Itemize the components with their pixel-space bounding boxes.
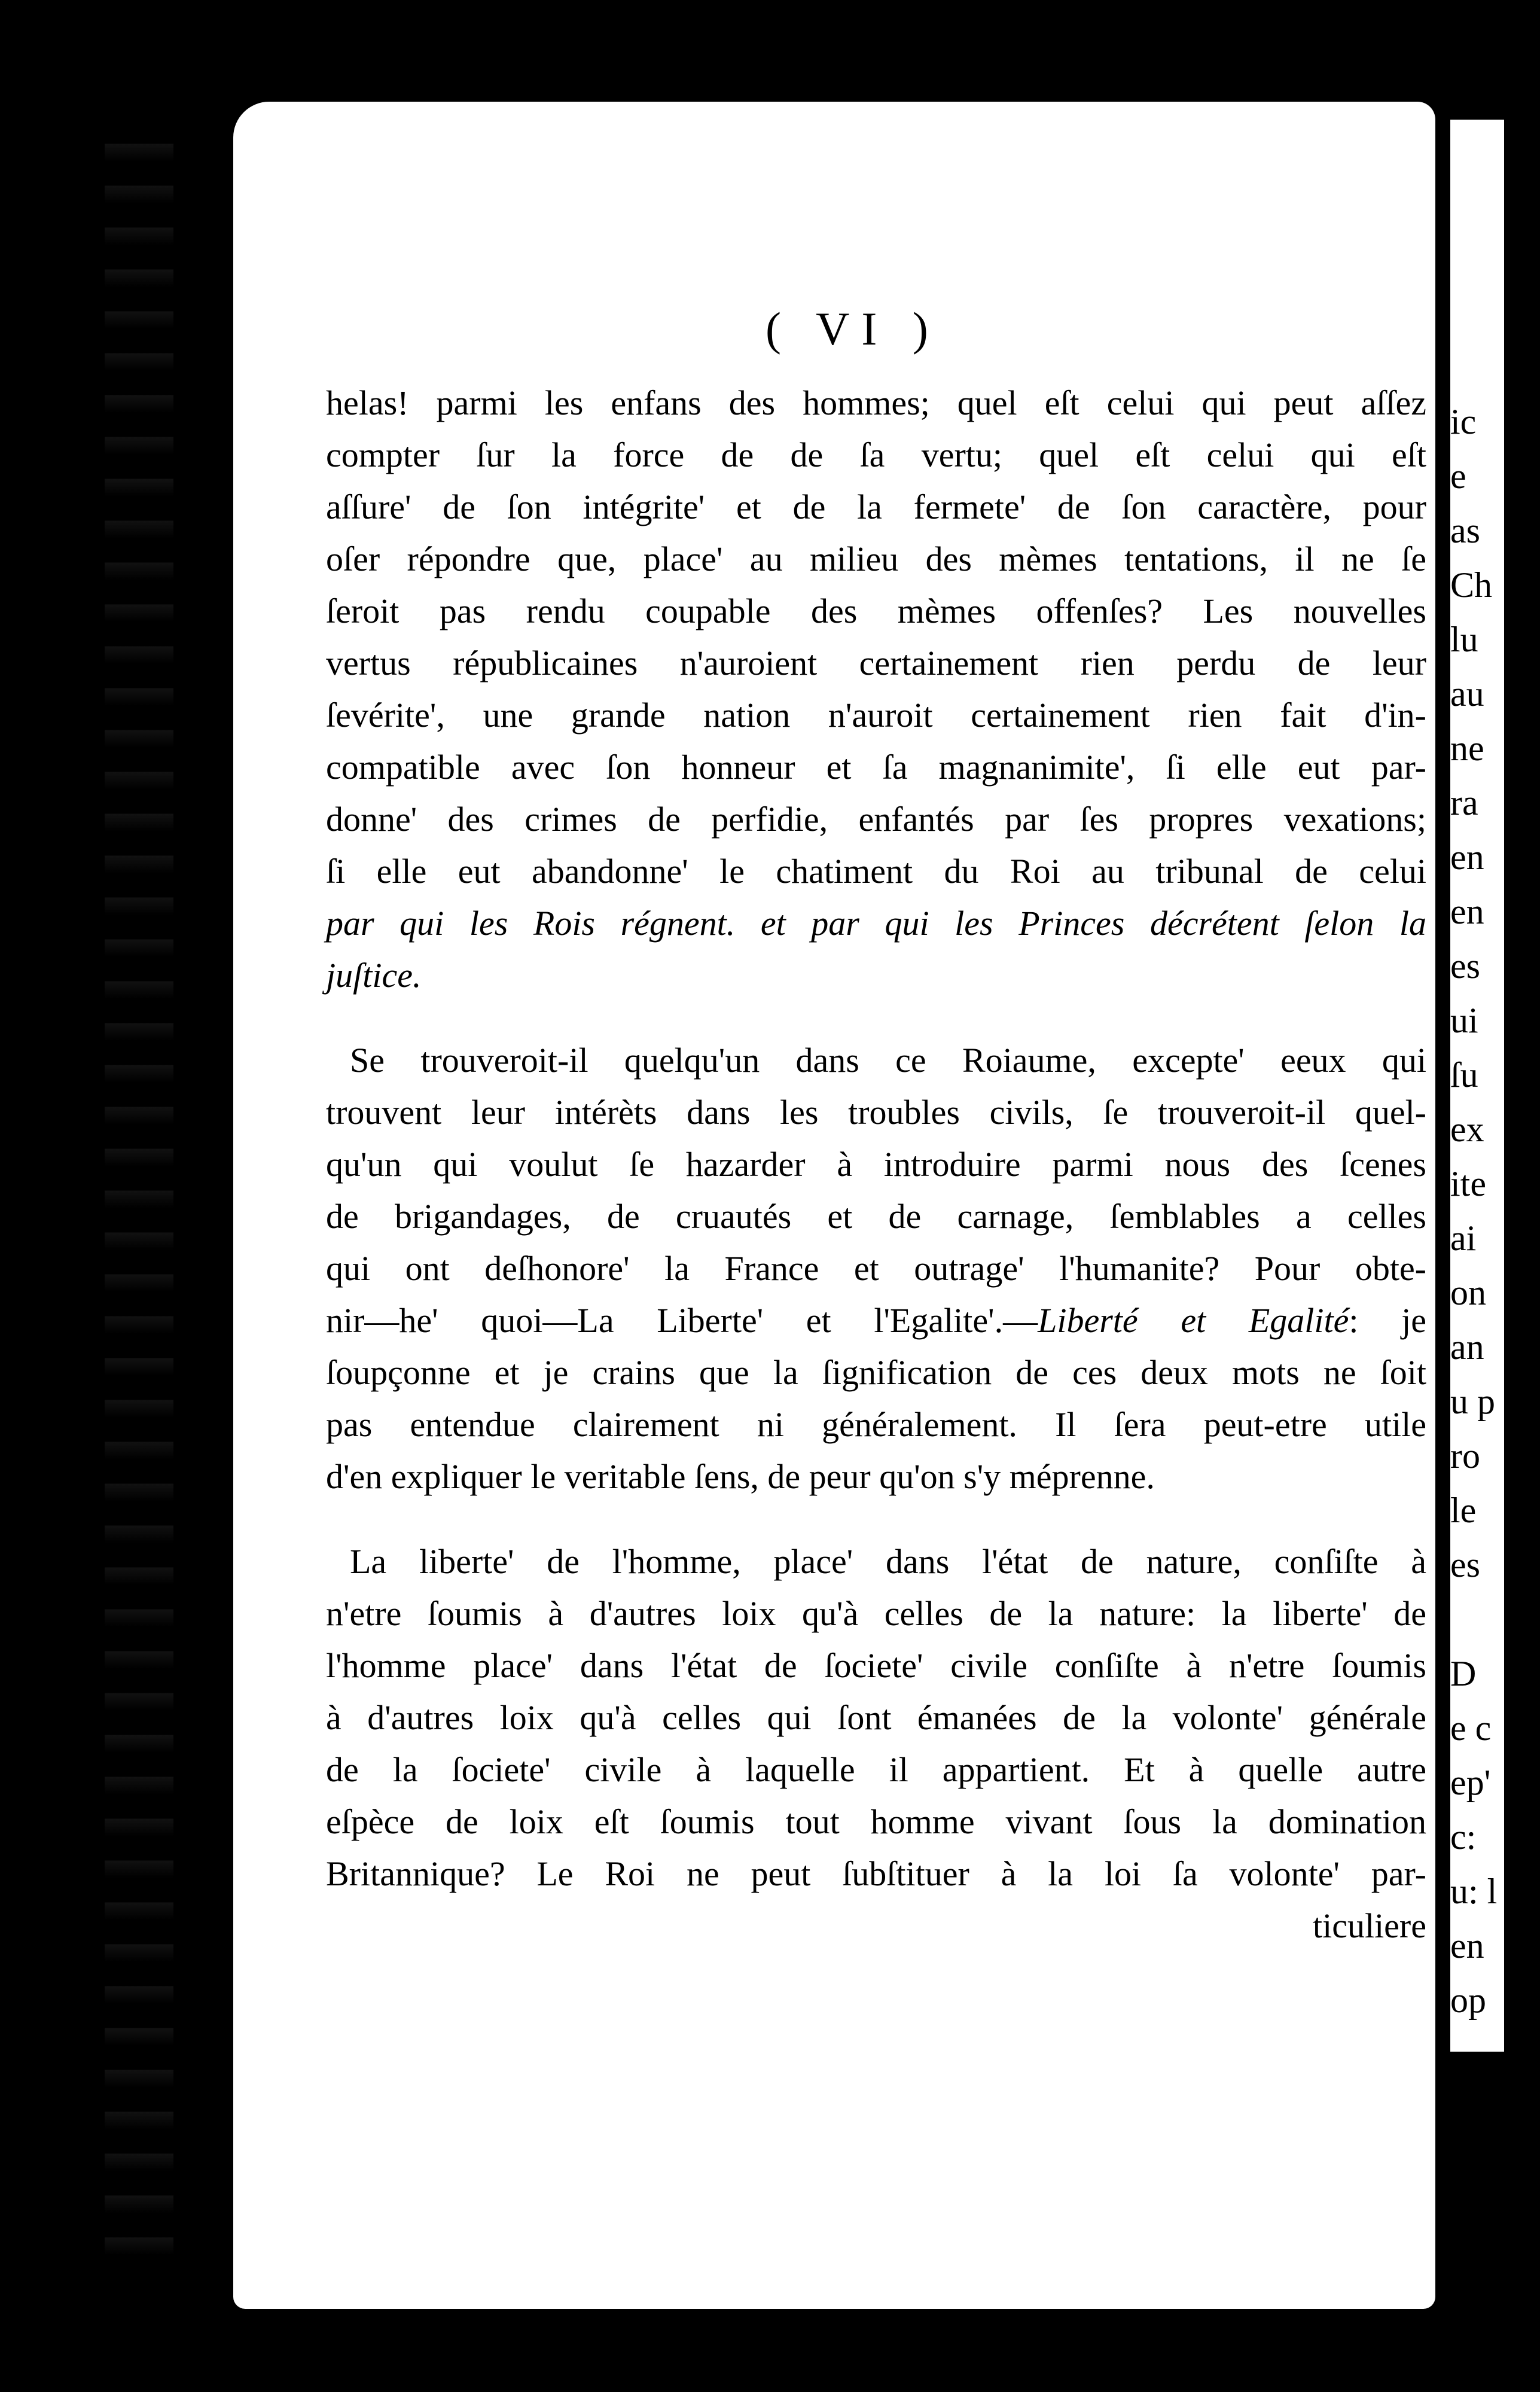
text-line: d'en expliquer le veritable ſens, de peur qu'on s'y méprenne. — [326, 1457, 1155, 1496]
facing-page-fragment: ic — [1450, 402, 1477, 441]
facing-page-fragment: ui — [1450, 1001, 1478, 1040]
facing-page-fragment — [1450, 1592, 1504, 1647]
facing-page-fragment: ex — [1450, 1110, 1484, 1149]
italic-quote: par qui les Rois régnent. et par qui les Princes décrétent ſelon la — [326, 904, 1426, 943]
italic-segment: Liberté et Egalité — [1038, 1301, 1349, 1340]
text-line: Britannique? Le Roi ne peut ſubſtituer à la loi ſa volonte' par- — [326, 1854, 1426, 1893]
text-line: l'homme place' dans l'état de ſociete' civile conſiſte à n'etre ſoumis — [326, 1646, 1426, 1685]
italic-text-line — [326, 949, 1426, 1001]
page-number: ( VI ) — [766, 303, 940, 355]
facing-page-fragment: on — [1450, 1273, 1486, 1312]
text-line: compter ſur la force de de ſa vertu; quel eſt celui qui eſt — [326, 435, 1426, 474]
text-line: de la ſociete' civile à laquelle il appartient. Et à quelle autre — [326, 1750, 1426, 1789]
facing-page-fragment: ro — [1450, 1436, 1480, 1476]
facing-page-fragment: ſu — [1450, 1055, 1478, 1095]
text-line: trouvent leur intérèts dans les troubles civils, ſe trouveroit-il quel- — [326, 1093, 1426, 1132]
facing-page-fragment: en — [1450, 1926, 1484, 1966]
text-line: oſer répondre que, place' au milieu des mèmes tentations, il ne ſe — [326, 540, 1426, 578]
text-line: n'etre ſoumis à d'autres loix qu'à celles de la nature: la liberte' de — [326, 1594, 1426, 1633]
facing-page-fragment: ite — [1450, 1164, 1486, 1203]
facing-page-fragment: Ch — [1450, 565, 1493, 605]
facing-page-fragment: ai — [1450, 1218, 1477, 1258]
text-line: à d'autres loix qu'à celles qui ſont émanées de la volonte' générale — [326, 1698, 1426, 1737]
facing-page-fragment: an — [1450, 1327, 1484, 1367]
facing-page-fragments — [1450, 395, 1504, 2028]
facing-page-fragment: ep' — [1450, 1763, 1491, 1802]
facing-page-fragment: au — [1450, 674, 1484, 714]
italic-text-line — [326, 897, 1426, 949]
facing-page-fragment: es — [1450, 1545, 1480, 1584]
text-line: qu'un qui voulut ſe hazarder à introduire parmi nous des ſcenes — [326, 1145, 1426, 1184]
mixed-text-line — [326, 1294, 1426, 1346]
facing-page-fragment: D — [1450, 1654, 1477, 1693]
facing-page-fragment: es — [1450, 946, 1480, 986]
facing-page-fragment: en — [1450, 892, 1484, 931]
facing-page-fragment: en — [1450, 837, 1484, 877]
facing-page-fragment: c: — [1450, 1817, 1477, 1857]
paragraph-2 — [326, 1034, 1426, 1503]
text-line: compatible avec ſon honneur et ſa magnanimite', ſi elle eut par- — [326, 748, 1426, 787]
facing-page-fragment: op — [1450, 1980, 1486, 2020]
facing-page-fragment: as — [1450, 511, 1480, 550]
text-segment: : je — [1349, 1301, 1426, 1340]
paragraph-3 — [326, 1535, 1426, 1952]
facing-page-fragment: e — [1450, 456, 1466, 496]
facing-page-fragment: u p — [1450, 1382, 1495, 1421]
text-line: pas entendue clairement ni généralement. Il ſera peut-etre utile — [326, 1405, 1426, 1444]
facing-page-fragment: u: l — [1450, 1872, 1498, 1911]
paragraph-1 — [326, 377, 1426, 1001]
text-line: vertus républicaines n'auroient certainement rien perdu de leur — [326, 644, 1426, 682]
text-segment: nir—he' quoi—La Liberte' et l'Egalite'.— — [326, 1301, 1038, 1340]
text-line: La liberte' de l'homme, place' dans l'état de nature, conſiſte à — [350, 1542, 1426, 1581]
text-line: aſſure' de ſon intégrite' et de la fermete' de ſon caractère, pour — [326, 487, 1426, 526]
text-line: Se trouveroit-il quelqu'un dans ce Roiaume, excepte' eeux qui — [350, 1041, 1426, 1080]
italic-quote-end: juſtice. — [326, 956, 422, 995]
facing-page-fragment: le — [1450, 1491, 1477, 1530]
facing-page-fragment: lu — [1450, 620, 1478, 659]
scan-left-edge — [105, 120, 173, 2273]
text-line: helas! parmi les enfans des hommes; quel eſt celui qui peut aſſez — [326, 383, 1426, 422]
facing-page-fragment: ne — [1450, 729, 1484, 768]
text-line: donne' des crimes de perfidie, enfantés par ſes propres vexations; — [326, 800, 1426, 839]
facing-page-fragment: ra — [1450, 783, 1478, 822]
text-line: ſoupçonne et je crains que la ſignification de ces deux mots ne ſoit — [326, 1353, 1426, 1392]
facing-page-fragment: e c — [1450, 1708, 1492, 1748]
catchword: ticuliere — [1312, 1906, 1426, 1945]
text-line: ſevérite', une grande nation n'auroit certainement rien fait d'in- — [326, 696, 1426, 735]
main-text — [326, 377, 1426, 1952]
text-line: ſi elle eut abandonne' le chatiment du Roi au tribunal de celui — [326, 852, 1426, 891]
text-line: eſpèce de loix eſt ſoumis tout homme vivant ſous la domination — [326, 1802, 1426, 1841]
text-line: de brigandages, de cruautés et de carnage, ſemblables a celles — [326, 1197, 1426, 1236]
text-line: qui ont deſhonore' la France et outrage' l'humanite? Pour obte- — [326, 1249, 1426, 1288]
text-line: ſeroit pas rendu coupable des mèmes offenſes? Les nouvelles — [326, 592, 1426, 630]
